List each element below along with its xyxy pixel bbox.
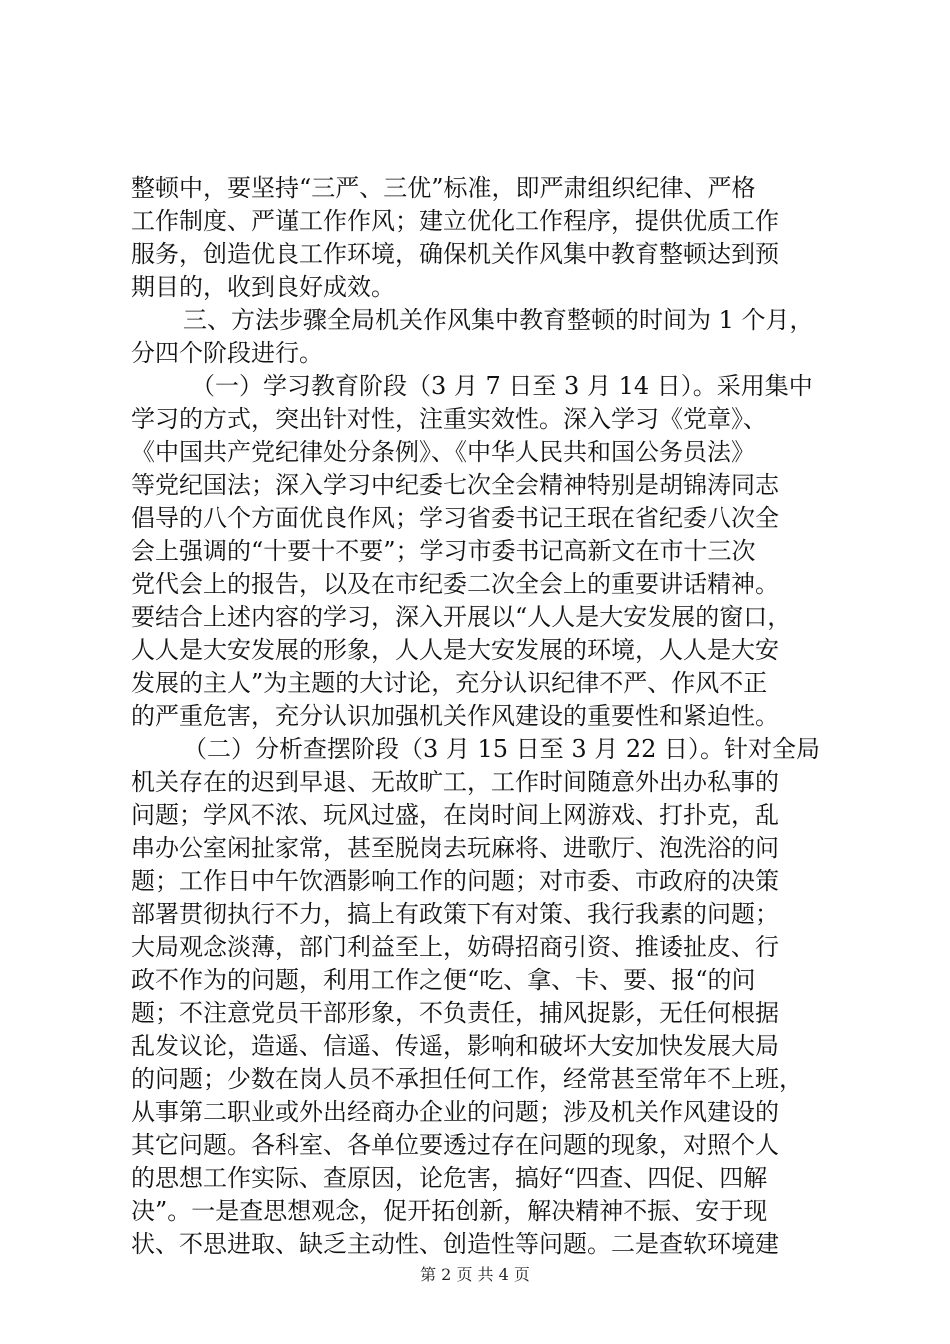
text-line: 分四个阶段进行。 (131, 339, 323, 367)
subsection-heading-line: （一）学习教育阶段（3 月 7 日至 3 月 14 日）。采用集中 (191, 372, 813, 400)
text-line: 学习的方式，突出针对性，注重实效性。深入学习《党章》、 (131, 405, 767, 433)
text-line: 部署贯彻执行不力，搞上有政策下有对策、我行我素的问题； (131, 900, 779, 928)
text-line: 题；不注意党员干部形象，不负责任，捕风捉影，无任何根据 (131, 999, 779, 1027)
text-line: 倡导的八个方面优良作风；学习省委书记王珉在省纪委八次全 (131, 504, 779, 532)
text-line: 决”。一是查思想观念，促开拓创新，解决精神不振、安于现 (131, 1197, 768, 1225)
text-line: 大局观念淡薄，部门利益至上，妨碍招商引资、推诿扯皮、行 (131, 933, 779, 961)
text-line: 从事第二职业或外出经商办企业的问题；涉及机关作风建设的 (131, 1098, 779, 1126)
text-line: 串办公室闲扯家常，甚至脱岗去玩麻将、进歌厅、泡洗浴的问 (131, 834, 779, 862)
text-line: 的思想工作实际、查原因，论危害，搞好“四查、四促、四解 (131, 1164, 768, 1192)
text-line: 乱发议论，造遥、信遥、传遥，影响和破坏大安加快发展大局 (131, 1032, 779, 1060)
page-number-footer: 第 2 页 共 4 页 (420, 1265, 530, 1284)
text-line: 发展的主人”为主题的大讨论，充分认识纪律不严、作风不正 (131, 669, 768, 697)
text-line: 的严重危害，充分认识加强机关作风建设的重要性和紧迫性。 (131, 702, 779, 730)
text-line: 政不作为的问题，利用工作之便“吃、拿、卡、要、报“的问 (131, 966, 756, 994)
text-line: 要结合上述内容的学习，深入开展以“人人是大安发展的窗口， (131, 603, 792, 631)
text-line: 党代会上的报告，以及在市纪委二次全会上的重要讲话精神。 (131, 570, 779, 598)
subsection-heading-line: （二）分析查摆阶段（3 月 15 日至 3 月 22 日）。针对全局 (183, 735, 821, 763)
text-line: 状、不思进取、缺乏主动性、创造性等问题。二是查软环境建 (131, 1230, 779, 1258)
text-line: 的问题；少数在岗人员不承担任何工作，经常甚至常年不上班， (131, 1065, 803, 1093)
text-line: 服务，创造优良工作环境，确保机关作风集中教育整顿达到预 (131, 240, 779, 268)
text-line: 等党纪国法；深入学习中纪委七次全会精神特别是胡锦涛同志 (131, 471, 779, 499)
text-line: 人人是大安发展的形象，人人是大安发展的环境，人人是大安 (131, 636, 779, 664)
text-line: 会上强调的“十要十不要”；学习市委书记高新文在市十三次 (131, 537, 756, 565)
text-line: 期目的，收到良好成效。 (131, 273, 395, 301)
text-line: 题；工作日中午饮酒影响工作的问题；对市委、市政府的决策 (131, 867, 779, 895)
text-line: 问题；学风不浓、玩风过盛，在岗时间上网游戏、打扑克，乱 (131, 801, 779, 829)
text-line: 机关存在的迟到早退、无故旷工，工作时间随意外出办私事的 (131, 768, 779, 796)
section-heading-line: 三、方法步骤全局机关作风集中教育整顿的时间为 1 个月， (183, 306, 814, 334)
text-line: 整顿中，要坚持“三严、三优”标准，即严肃组织纪律、严格 (131, 174, 756, 202)
text-line: 工作制度、严谨工作作风；建立优化工作程序，提供优质工作 (131, 207, 779, 235)
text-line: 《中国共产党纪律处分条例》、《中华人民共和国公务员法》 (131, 438, 755, 466)
text-line: 其它问题。各科室、各单位要透过存在问题的现象，对照个人 (131, 1131, 779, 1159)
document-body (131, 172, 831, 1261)
